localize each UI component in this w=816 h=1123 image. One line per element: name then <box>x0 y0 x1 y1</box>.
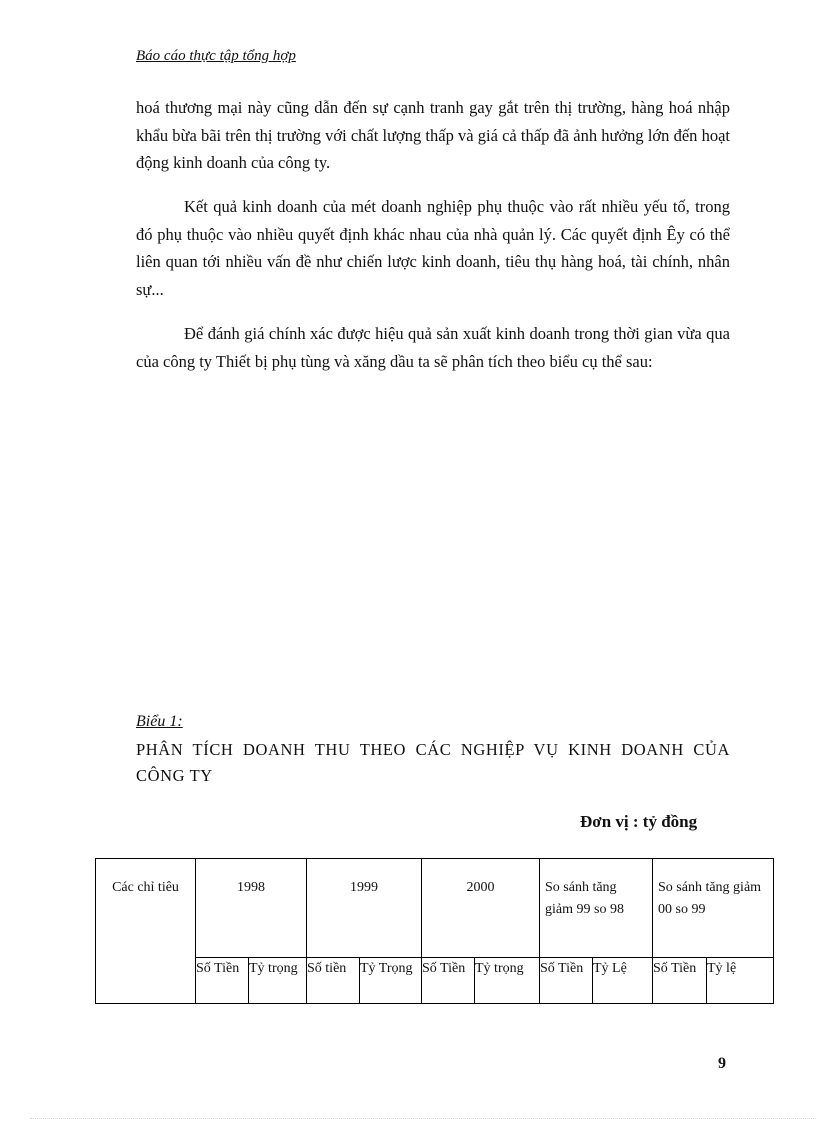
page-number: 9 <box>718 1055 726 1072</box>
subheader-cell: Số Tiền <box>422 958 475 1004</box>
year-header-cell: 2000 <box>422 859 540 958</box>
compare-header-cell: So sánh tăng giảm 99 so 98 <box>540 859 653 958</box>
subheader-cell: Số Tiền <box>540 958 593 1004</box>
table-subheader-row <box>96 958 774 1004</box>
year-header-cell: 1998 <box>196 859 307 958</box>
revenue-analysis-table <box>95 858 774 1004</box>
subheader-cell: Số tiền <box>307 958 360 1004</box>
subheader-cell: Tỷ Lệ <box>593 958 653 1004</box>
subheader-cell: Số Tiền <box>196 958 249 1004</box>
unit-note: Đơn vị : tỷ đồng <box>580 812 698 831</box>
indicator-header-text: Các chỉ tiêu <box>112 880 179 895</box>
paragraph-2: Kết quả kinh doanh của mét doanh nghiệp phụ thuộc vào rất nhiều yếu tố, trong đó phụ thuộc vào nhiều quyết định khác nhau của nhà quản lý. Các quyết định Êy có thể liên quan tới nhiều vấn đề như chiến lược kinh doanh, tiêu thụ hàng hoá, tài chính, nhân sự... <box>136 197 730 299</box>
subheader-cell: Tỷ Trọng <box>360 958 422 1004</box>
table-caption-title: PHÂN TÍCH DOANH THU THEO CÁC NGHIỆP VỤ KINH DOANH CỦA CÔNG TY <box>136 740 730 785</box>
paragraph-3: Để đánh giá chính xác được hiệu quả sản xuất kinh doanh trong thời gian vừa qua của công ty Thiết bị phụ tùng và xăng dầu ta sẽ phân tích theo biểu cụ thể sau: <box>136 324 730 371</box>
footer-divider <box>30 1118 816 1119</box>
table-caption-label: Biểu 1: <box>136 713 183 730</box>
subheader-cell: Tỷ lệ <box>707 958 774 1004</box>
subheader-cell: Số Tiền <box>653 958 707 1004</box>
document-header-title: Báo cáo thực tập tổng hợp <box>136 48 296 64</box>
subheader-cell: Tỷ trọng <box>249 958 307 1004</box>
indicator-header-cell <box>96 859 196 1004</box>
table-header-row <box>96 859 774 958</box>
subheader-cell: Tỷ trọng <box>475 958 540 1004</box>
paragraph-1: hoá thương mại này cũng dẫn đến sự cạnh tranh gay gắt trên thị trường, hàng hoá nhập khẩu bừa bãi trên thị trường với chất lượng thấp và giá cả thấp đã ảnh hưởng lớn đến hoạt động kinh doanh của công ty. <box>136 98 730 172</box>
compare-header-cell: So sánh tăng giảm 00 so 99 <box>653 859 774 958</box>
year-header-cell: 1999 <box>307 859 422 958</box>
